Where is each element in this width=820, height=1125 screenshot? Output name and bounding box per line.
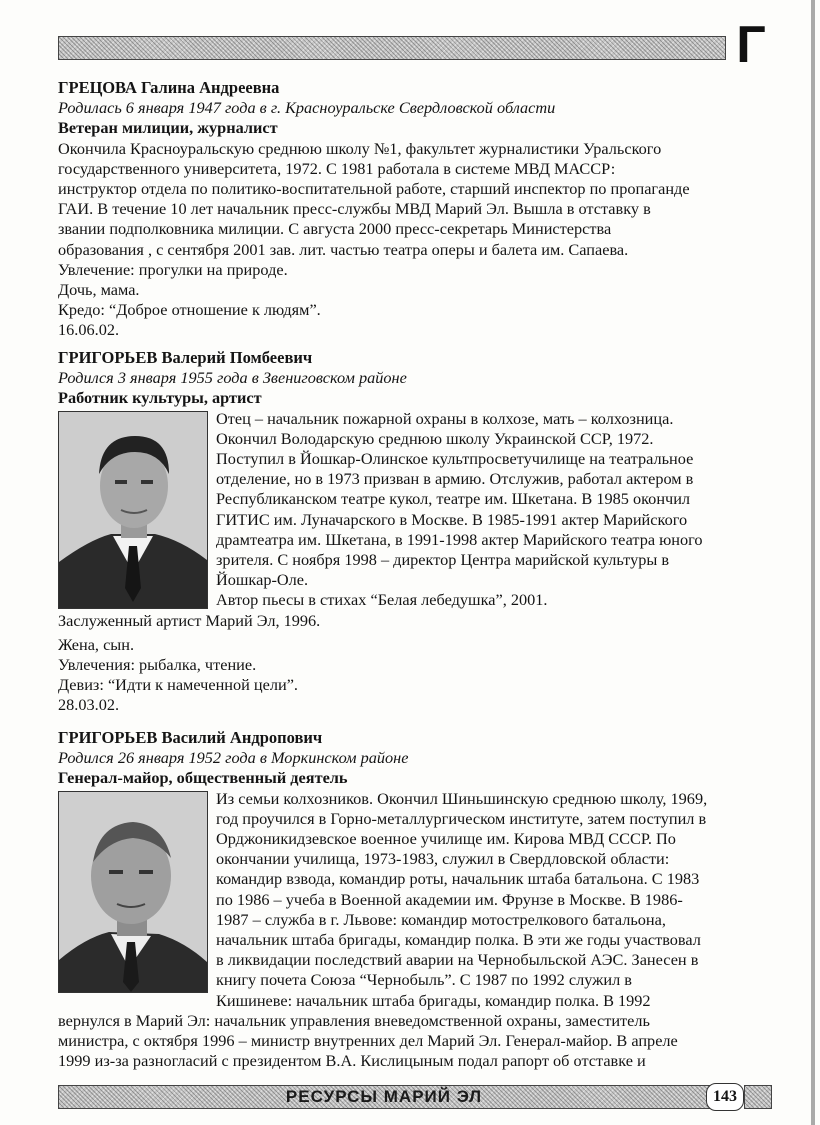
- entry-line: Йошкар-Оле.: [216, 570, 309, 590]
- entry-occupation: Генерал-майор, общественный деятель: [58, 768, 348, 788]
- entry-hobbies: Увлечения: рыбалка, чтение.: [58, 655, 257, 675]
- footer-band-tail: [744, 1085, 772, 1109]
- page-edge-shadow: [811, 0, 815, 1125]
- portrait-photo: [58, 411, 208, 609]
- entry-birth: Родился 3 января 1955 года в Звениговском районе: [58, 368, 407, 388]
- footer-band: [58, 1085, 710, 1109]
- entry-motto: Кредо: “Доброе отношение к людям”.: [58, 300, 321, 320]
- entry-line: командир взвода, командир роты, начальник штаба батальона. С 1983: [216, 869, 700, 889]
- entry-line: год проучился в Горно-металлургическом институте, затем поступил в: [216, 808, 707, 828]
- entry-occupation: Работник культуры, артист: [58, 388, 262, 408]
- entry-grigoryev-valery: [58, 348, 770, 716]
- portrait-photo: [58, 791, 208, 993]
- entry-occupation: Ветеран милиции, журналист: [58, 118, 278, 138]
- section-letter: Г: [736, 16, 766, 74]
- entry-line: по 1986 – учеба в Военной академии им. Фрунзе в Москве. В 1986-: [216, 889, 683, 909]
- entry-motto: Девиз: “Идти к намеченной цели”.: [58, 675, 299, 695]
- entry-line: отделение, но в 1973 призван в армию. Отслужив, работал актером в: [216, 469, 694, 489]
- entry-family: Дочь, мама.: [58, 280, 140, 300]
- entry-line: зрителя. С ноября 1998 – директор Центра марийской культуры в: [216, 550, 670, 570]
- footer-title: РЕСУРСЫ МАРИЙ ЭЛ: [285, 1087, 483, 1106]
- entry-date: 28.03.02.: [58, 695, 120, 715]
- entry-line: 1999 из-за разногласий с президентом В.А. Кислицыным подал рапорт об отставке и: [58, 1051, 646, 1071]
- entry-line: ГИТИС им. Луначарского в Москве. В 1985-1991 актер Марийского: [216, 509, 688, 529]
- entry-grigoryev-vasily: [58, 728, 770, 1071]
- entry-name: ГРЕЦОВА Галина Андреевна: [58, 78, 280, 97]
- header-band: [58, 36, 726, 60]
- entry-line: министра, с октября 1996 – министр внутренних дел Марий Эл. Генерал-майор. В апреле: [58, 1031, 678, 1051]
- entry-line: образования , с сентября 2001 зав. лит. частью театра оперы и балета им. Сапаева.: [58, 239, 629, 259]
- entry-line: Окончила Красноуральскую среднюю школу №1, факультет журналистики Уральского: [58, 138, 662, 158]
- entry-line: Заслуженный артист Марий Эл, 1996.: [58, 610, 321, 630]
- entry-birth: Родился 26 января 1952 года в Моркинском районе: [58, 748, 409, 768]
- entry-gretsova: [58, 78, 770, 341]
- entry-line: ГАИ. В течение 10 лет начальник пресс-службы МВД Марий Эл. Вышла в отставку в: [58, 199, 651, 219]
- entry-line: Орджоникидзевское военное училище им. Кирова МВД СССР. По: [216, 829, 676, 849]
- portrait-image: [59, 412, 207, 608]
- entry-line: инструктор отдела по политико-воспитательной работе, старший инспектор по пропаганде: [58, 179, 690, 199]
- page-number: 143: [706, 1083, 744, 1111]
- entry-line: драмтеатра им. Шкетана, в 1991-1998 актер Марийского театра юного: [216, 529, 703, 549]
- entry-line: вернулся в Марий Эл: начальник управления вневедомственной охраны, заместитель: [58, 1010, 650, 1030]
- entry-line: Отец – начальник пожарной охраны в колхозе, мать – колхозница.: [216, 408, 674, 428]
- entry-line: окончании училища, 1973-1983, служил в Свердловской области:: [216, 849, 670, 869]
- entry-family: Жена, сын.: [58, 634, 135, 654]
- entry-line: Кишиневе: начальник штаба бригады, командир полка. В 1992: [216, 990, 651, 1010]
- entry-birth: Родилась 6 января 1947 года в г. Красноуральске Свердловской области: [58, 98, 556, 118]
- entry-line: Поступил в Йошкар-Олинское культпросветучилище на театральное: [216, 449, 694, 469]
- entry-line: начальник штаба бригады, командир полка. В эти же годы участвовал: [216, 930, 701, 950]
- entry-line: Из семьи колхозников. Окончил Шиньшинскую среднюю школу, 1969,: [216, 788, 708, 808]
- entry-line: звании подполковника милиции. С августа 2000 пресс-секретарь Министерства: [58, 219, 612, 239]
- portrait-image: [59, 792, 207, 992]
- entry-line: в ликвидации последствий аварии на Чернобыльской АЭС. Занесен в: [216, 950, 699, 970]
- entry-line: Республиканском театре кукол, театре им. Шкетана. В 1985 окончил: [216, 489, 691, 509]
- entry-line: государственного университета, 1972. С 1981 работала в системе МВД МАССР:: [58, 158, 616, 178]
- entry-line: Увлечение: прогулки на природе.: [58, 259, 288, 279]
- entry-line: Окончил Володарскую среднюю школу Украинской ССР, 1972.: [216, 428, 654, 448]
- entry-line: 1987 – служба в г. Львове: командир мотострелкового батальона,: [216, 909, 666, 929]
- entry-name: ГРИГОРЬЕВ Василий Андропович: [58, 728, 323, 747]
- entry-line: Автор пьесы в стихах “Белая лебедушка”, 2001.: [216, 590, 548, 610]
- entry-date: 16.06.02.: [58, 320, 120, 340]
- entry-line: книгу почета Союза “Чернобыль”. С 1987 по 1992 служил в: [216, 970, 632, 990]
- entry-name: ГРИГОРЬЕВ Валерий Помбеевич: [58, 348, 313, 367]
